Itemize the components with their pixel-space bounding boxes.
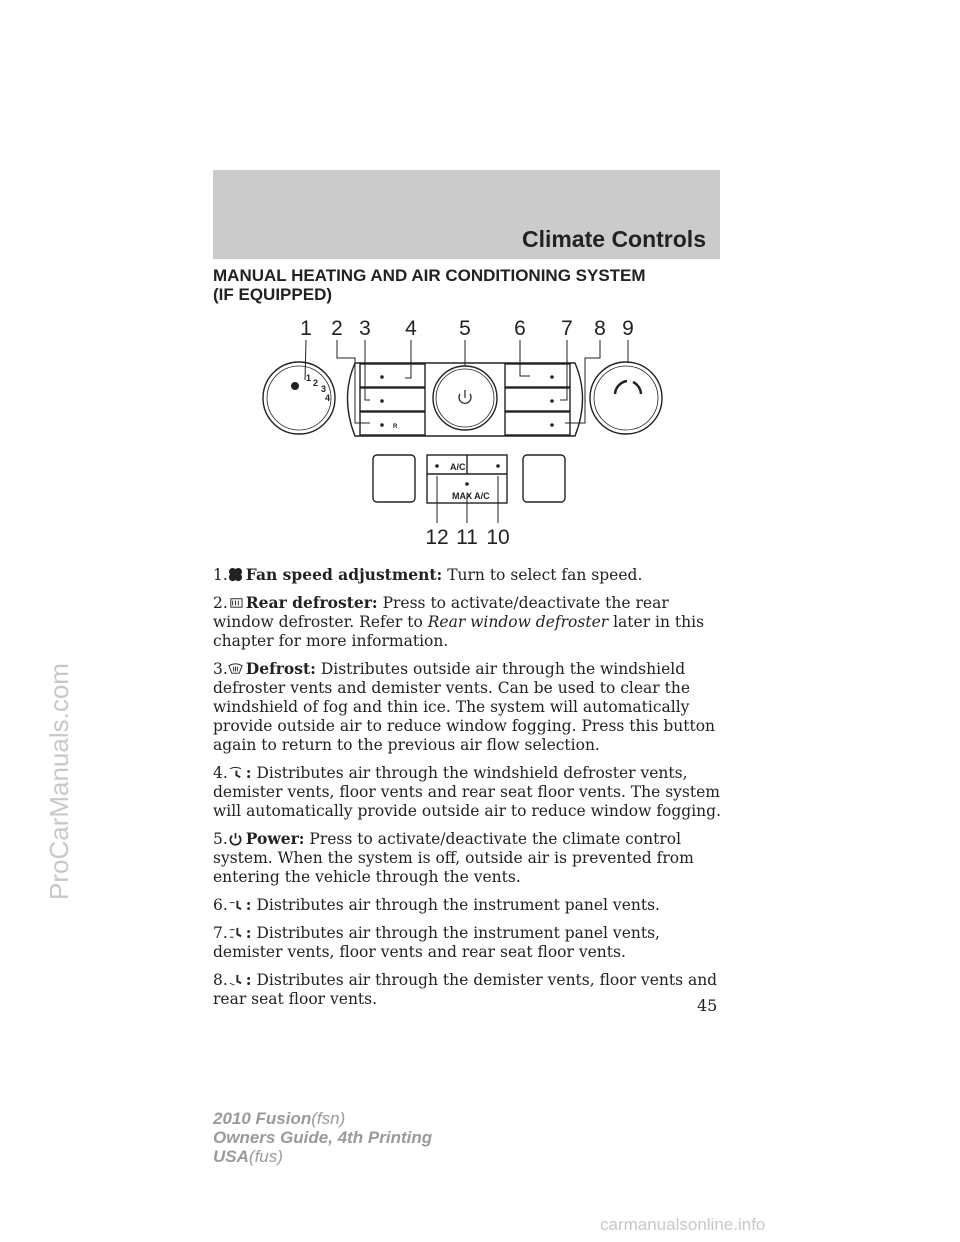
item-number: 1. (213, 566, 228, 584)
list-item (213, 659, 733, 755)
callout-3: 3 (359, 317, 371, 340)
item-reference: Rear window defroster (427, 613, 609, 631)
list-item (213, 970, 733, 1009)
callout-4: 4 (405, 317, 417, 340)
page-number: 45 (697, 996, 718, 1015)
section-heading (213, 266, 733, 304)
power-icon (228, 831, 243, 846)
list-item (213, 895, 733, 915)
indicator-dot (465, 482, 469, 486)
item-number: 8. (213, 971, 228, 989)
callout-9: 9 (622, 317, 634, 340)
item-label: Power: (245, 829, 305, 848)
callout-2: 2 (331, 317, 343, 340)
footer-model-code: (fsn) (311, 1109, 346, 1128)
indicator-dot (550, 399, 554, 403)
indicator-dot (496, 464, 500, 468)
panel-vent-icon (228, 897, 243, 912)
chapter-title: Climate Controls (521, 226, 706, 252)
item-number: 4. (213, 764, 228, 782)
callout-1: 1 (300, 317, 312, 340)
callout-5: 5 (459, 317, 471, 340)
rear-defrost-icon (228, 595, 243, 610)
fan-icon (228, 567, 243, 582)
temperature-knob (590, 362, 662, 434)
item-text: later in this chapter for more information. (213, 613, 705, 650)
ac-label: A/C (450, 462, 466, 472)
item-label: Fan speed adjustment: (245, 565, 443, 584)
footer-region-code: (fus) (248, 1147, 283, 1166)
watermark: ProCarManuals.com (44, 663, 74, 900)
floor-vent-icon (228, 972, 243, 987)
item-number: 5. (213, 830, 228, 848)
item-number: 7. (213, 924, 228, 942)
fan-speed-1: 1 (306, 373, 312, 383)
item-text: Distributes air through the instrument panel vents. (256, 896, 660, 914)
floor-vent-button (505, 412, 570, 435)
item-text: Distributes air through the windshield defroster vents, demister vents, floor vents and rear seat floor vents. The system will automatically provide outside air to reduce window fogging. (213, 764, 722, 820)
footer-model: 2010 Fusion (213, 1109, 312, 1128)
indicator-dot (380, 399, 384, 403)
fan-speed-2: 2 (313, 378, 319, 388)
indicator-dot (380, 423, 384, 427)
defrost-icon (228, 661, 243, 676)
item-text: Turn to select fan speed. (447, 566, 643, 584)
list-item (213, 565, 733, 585)
section-heading-line-2: (IF EQUIPPED) (213, 285, 333, 304)
panel-floor-icon (228, 925, 243, 940)
footer (213, 1109, 432, 1166)
left-lower-vent (373, 455, 415, 502)
defrost-floor-button (360, 364, 425, 387)
list-item (213, 593, 733, 651)
site-watermark: carmanualsonline.info (600, 1215, 766, 1234)
callout-6: 6 (514, 317, 526, 340)
fan-icon (291, 382, 299, 390)
chapter-header (213, 170, 720, 259)
section-heading-line-1: MANUAL HEATING AND AIR CONDITIONING SYSTEM (213, 266, 646, 285)
right-lower-vent (523, 455, 565, 502)
item-label: Rear defroster: (245, 593, 378, 612)
callout-11: 11 (456, 526, 478, 549)
item-label: : (245, 763, 252, 782)
callout-8: 8 (594, 317, 606, 340)
item-label: : (245, 923, 252, 942)
item-number: 6. (213, 896, 228, 914)
item-number: 3. (213, 660, 228, 678)
fan-speed-3: 3 (321, 384, 327, 394)
item-text: Press to activate/deactivate the climate control system. When the system is off, outside air is prevented from entering the vehicle through the vents. (213, 830, 694, 886)
callout-10: 10 (486, 526, 510, 549)
item-label: Defrost: (245, 659, 316, 678)
item-text: Distributes air through the demister vents, floor vents and rear seat floor vents. (213, 971, 718, 1008)
list-item (213, 829, 733, 887)
indicator-dot (380, 375, 384, 379)
list-item (213, 923, 733, 962)
item-text: Press to activate/deactivate the rear window defroster. Refer to (213, 594, 669, 631)
max-ac-label: MAX A/C (452, 491, 490, 501)
item-label: : (245, 970, 252, 989)
defrost-floor-icon (228, 765, 243, 780)
callout-12: 12 (425, 526, 449, 549)
climate-control-diagram (255, 308, 675, 553)
footer-guide: Owners Guide, 4th Printing (213, 1128, 433, 1147)
indicator-dot (550, 423, 554, 427)
item-list (213, 565, 733, 1017)
rear-r-label: R (393, 424, 398, 430)
indicator-dot (435, 464, 439, 468)
item-text: Distributes outside air through the windshield defroster vents and demister vents. Can be used to clear the windshield of fog and thin ice. The system will automatically provide outside air to reduce window fogging. Press this button again to return to the previous air flow selection. (213, 660, 716, 754)
item-number: 2. (213, 594, 228, 612)
panel-vent-button (505, 364, 570, 387)
indicator-dot (550, 375, 554, 379)
fan-speed-4: 4 (325, 393, 331, 403)
list-item (213, 763, 733, 821)
footer-region: USA (213, 1147, 249, 1166)
item-text: Distributes air through the instrument panel vents, demister vents, floor vents and rear seat floor vents. (213, 924, 660, 961)
callout-7: 7 (561, 317, 573, 340)
item-label: : (245, 895, 252, 914)
